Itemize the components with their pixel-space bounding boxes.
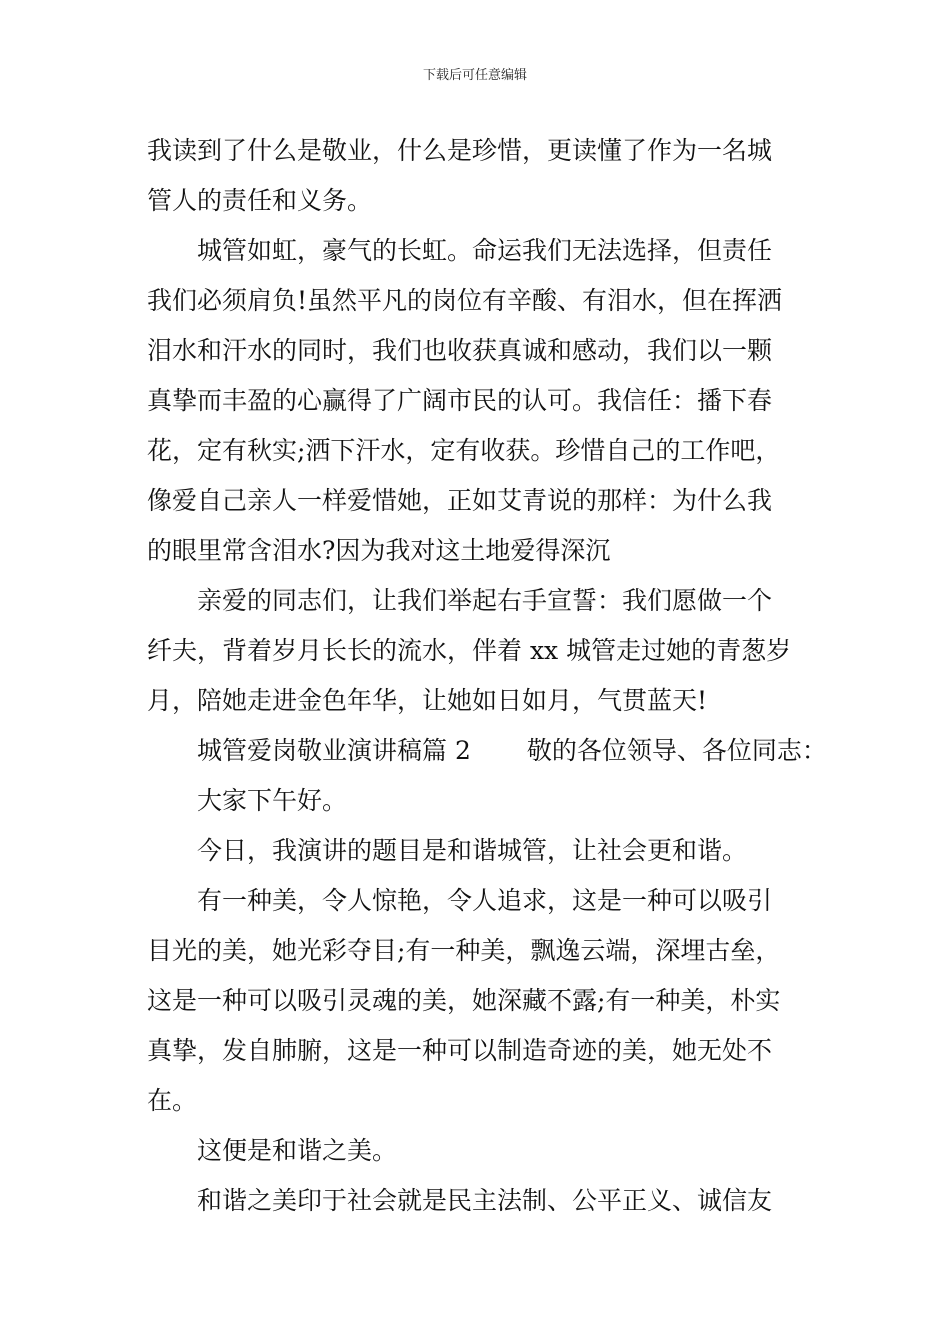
text-line: 我读到了什么是敬业，什么是珍惜，更读懂了作为一名城 (147, 136, 773, 165)
text-line: 花，定有秋实;洒下汗水，定有收获。珍惜自己的工作吧， (147, 436, 781, 465)
text-line: 真挚，发自肺腑，这是一种可以制造奇迹的美，她无处不 (147, 1036, 773, 1065)
text-line: 目光的美，她光彩夺目;有一种美，飘逸云端，深埋古垒， (147, 936, 781, 965)
text-line: 的眼里常含泪水?因为我对这土地爱得深沉 (147, 536, 611, 565)
text-line: 在。 (147, 1086, 198, 1115)
text-line: 纤夫，背着岁月长长的流水，伴着 xx 城管走过她的青葱岁 (147, 636, 792, 665)
section-title-line (147, 726, 827, 776)
text-line: 月，陪她走进金色年华，让她如日如月，气贯蓝天! (147, 686, 708, 715)
text-line: 这是一种可以吸引灵魂的美，她深藏不露;有一种美，朴实 (147, 986, 781, 1015)
text-line: 亲爱的同志们，让我们举起右手宣誓：我们愿做一个 (197, 586, 773, 615)
salutation: 敬的各位领导、各位同志： (526, 736, 827, 765)
document-body (147, 126, 827, 1226)
text-line: 大家下午好。 (197, 786, 348, 815)
page-header: 下载后可任意编辑 (422, 68, 527, 83)
text-line: 真挚而丰盈的心赢得了广阔市民的认可。我信任：播下春 (147, 386, 773, 415)
text-line: 和谐之美印于社会就是民主法制、公平正义、诚信友 (197, 1186, 773, 1215)
text-line: 像爱自己亲人一样爱惜她，正如艾青说的那样：为什么我 (147, 486, 773, 515)
text-line: 城管如虹，豪气的长虹。命运我们无法选择，但责任 (197, 236, 773, 265)
section-title: 城管爱岗敬业演讲稿篇 2 (197, 736, 471, 765)
text-line: 泪水和汗水的同时，我们也收获真诚和感动，我们以一颗 (147, 336, 773, 365)
text-line: 我们必须肩负!虽然平凡的岗位有辛酸、有泪水，但在挥洒 (147, 286, 783, 315)
text-line: 有一种美，令人惊艳，令人追求，这是一种可以吸引 (197, 886, 773, 915)
text-line: 这便是和谐之美。 (197, 1136, 398, 1165)
text-line: 管人的责任和义务。 (147, 186, 373, 215)
text-line: 今日，我演讲的题目是和谐城管，让社会更和谐。 (197, 836, 748, 865)
